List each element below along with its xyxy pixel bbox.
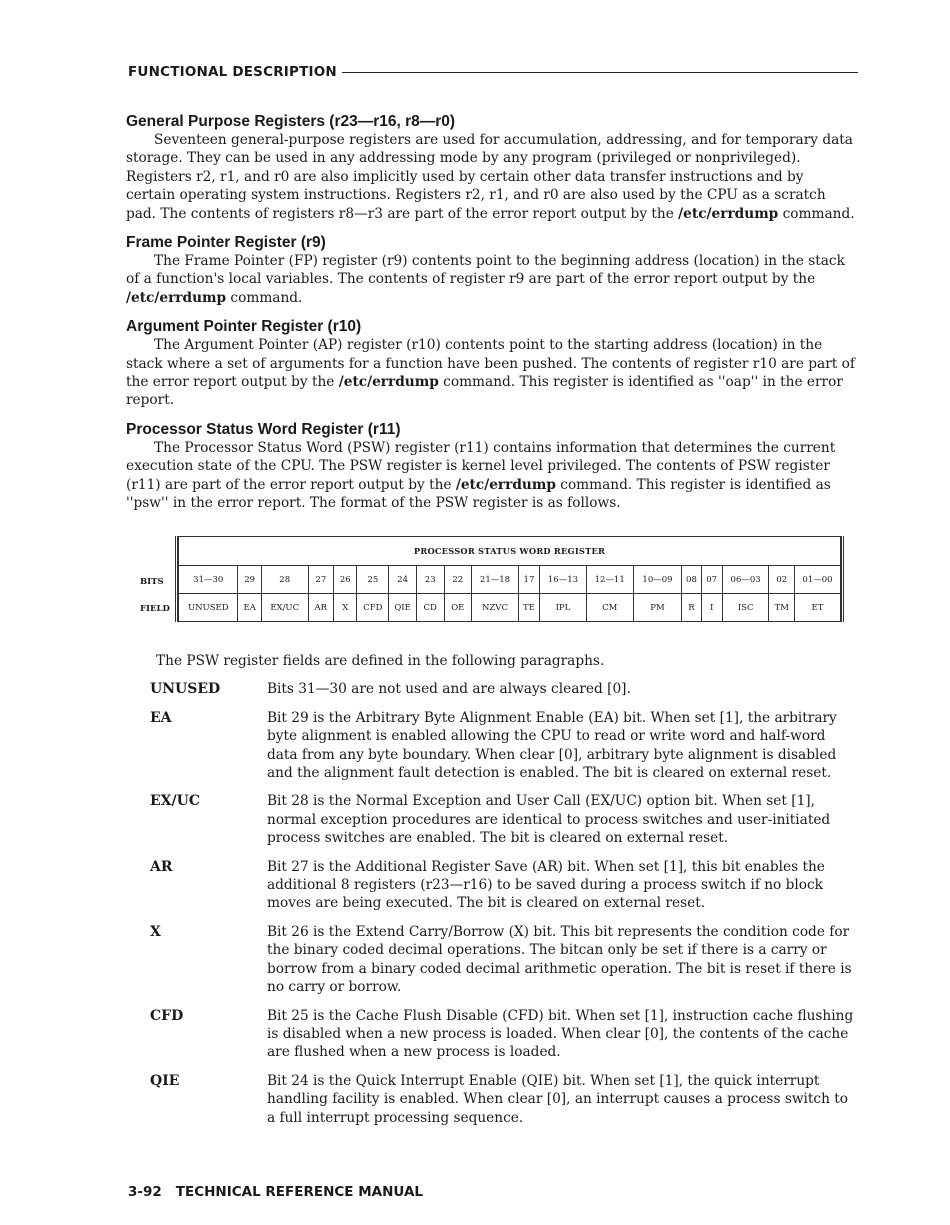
command-name: /etc/errdump: [455, 476, 556, 493]
definition-text: Bits 31—30 are not used and are always cleared [0].: [267, 681, 631, 698]
page-header: [128, 63, 858, 81]
command-name: /etc/errdump: [126, 289, 227, 306]
definition-term: AR: [150, 858, 173, 875]
bit-cell: 08: [682, 566, 701, 594]
field-cell: AR: [308, 594, 333, 622]
section-heading: Processor Status Word Register (r11): [126, 420, 401, 438]
field-cell: QIE: [389, 594, 417, 622]
definition-text: Bit 27 is the Additional Register Save (AR) bit. When set [1], this bit enables the additional 8 registers (r23—r16) to be saved during a process switch if no block moves are being executed. The bit is cleared on external reset.: [267, 858, 825, 912]
body-text: Seventeen general-purpose registers are used for accumulation, addressing, and for temporary data storage. They can be used in any addressing mode by any program (privileged or nonprivileged). Registers r2, r1, and r0 are also implicitly used by certain other data transfer instructions and by certain operating system instructions. Registers r2, r1, and r0 are also used by the CPU as a scratch pad. The contents of registers r8—r3 are part of the error report output by the: [126, 132, 853, 222]
section-body: [126, 439, 856, 513]
definition-text: Bit 25 is the Cache Flush Disable (CFD) bit. When set [1], instruction cache flushing is disabled when a new process is loaded. When clear [0], the contents of the cache are flushed when a new process is loaded.: [267, 1007, 854, 1061]
field-cell: I: [701, 594, 722, 622]
psw-register-figure: [140, 536, 844, 622]
field-cell: X: [334, 594, 357, 622]
section-general-purpose-registers: [126, 112, 856, 223]
command-name: /etc/errdump: [338, 374, 439, 391]
section-heading: Frame Pointer Register (r9): [126, 234, 326, 252]
definition-term: QIE: [150, 1072, 180, 1089]
command-name: /etc/errdump: [678, 205, 779, 222]
footer-title: TECHNICAL REFERENCE MANUAL: [175, 1184, 423, 1200]
section-processor-status-word-register: [126, 420, 856, 513]
field-cell: R: [682, 594, 701, 622]
bit-cell: 07: [701, 566, 722, 594]
psw-title-row: [179, 537, 841, 566]
psw-table-frame: [175, 536, 844, 622]
page-footer: [128, 1184, 423, 1200]
field-cell: NZVC: [472, 594, 519, 622]
definitions-intro: The PSW register fields are defined in the following paragraphs.: [156, 653, 605, 669]
bit-cell: 27: [308, 566, 333, 594]
definition-text: Bit 26 is the Extend Carry/Borrow (X) bit. This bit represents the condition code for the binary coded decimal operations. The bitcan only be set if there is a carry or borrow from a binary coded decimal arithmetic operation. The bit is reset if there is no carry or borrow.: [267, 923, 852, 996]
header-rule: [342, 72, 858, 73]
bit-cell: 25: [357, 566, 389, 594]
field-cell: CD: [416, 594, 444, 622]
field-cell: EA: [238, 594, 261, 622]
bit-cell: 06—03: [722, 566, 769, 594]
bit-cell: 23: [416, 566, 444, 594]
body-text: The Processor Status Word (PSW) register (r11) contains information that determines the current execution state of the CPU. The PSW register is kernel level privileged. The contents of PSW register (r11) are part of the error report output by the: [126, 439, 836, 493]
section-body: [126, 336, 856, 410]
section-frame-pointer-register: [126, 233, 856, 307]
main-content: [126, 112, 856, 523]
definition-item: [150, 1072, 860, 1127]
body-text: command. This register is identified as ''psw'' in the error report. The format of the PSW register is as follows.: [126, 476, 831, 512]
field-cell: CM: [586, 594, 633, 622]
definition-term: X: [150, 923, 161, 940]
section-body: [126, 131, 856, 223]
field-cell: UNUSED: [179, 594, 238, 622]
bit-cell: 01—00: [794, 566, 840, 594]
field-cell: ET: [794, 594, 840, 622]
bit-cell: 24: [389, 566, 417, 594]
definition-list: [150, 680, 860, 1127]
psw-bits-row: [179, 566, 841, 594]
bit-cell: 26: [334, 566, 357, 594]
bit-cell: 22: [444, 566, 472, 594]
body-text: The Argument Pointer (AP) register (r10) contents point to the starting address (location) in the stack where a set of arguments for a function have been pushed. The contents of register r10 are part of the error report output by the: [126, 337, 855, 391]
psw-figure-row: [140, 536, 844, 622]
field-cell: OE: [444, 594, 472, 622]
field-cell: IPL: [540, 594, 587, 622]
field-cell: CFD: [357, 594, 389, 622]
psw-table-title: PROCESSOR STATUS WORD REGISTER: [179, 537, 841, 566]
definition-item: [150, 709, 860, 783]
section-argument-pointer-register: [126, 317, 856, 410]
definition-term: EA: [150, 709, 172, 726]
definition-item: [150, 680, 860, 698]
header-title: FUNCTIONAL DESCRIPTION: [128, 64, 337, 80]
body-text: command.: [226, 289, 303, 306]
psw-table: [178, 536, 841, 622]
definition-term: UNUSED: [150, 681, 221, 698]
body-text: command. This register is identified as ''oap'' in the error report.: [126, 374, 843, 409]
bit-cell: 31—30: [179, 566, 238, 594]
bits-label: BITS: [140, 576, 164, 587]
field-cell: EX/UC: [261, 594, 308, 622]
field-cell: ISC: [722, 594, 769, 622]
field-cell: TE: [518, 594, 539, 622]
bit-cell: 16—13: [540, 566, 587, 594]
bit-cell: 28: [261, 566, 308, 594]
definition-term: CFD: [150, 1007, 184, 1024]
section-heading: General Purpose Registers (r23—r16, r8—r0): [126, 113, 456, 130]
definition-item: [150, 792, 860, 847]
page-number: 3-92: [128, 1184, 162, 1200]
bit-cell: 17: [518, 566, 539, 594]
definition-item: [150, 1007, 860, 1062]
field-cell: TM: [769, 594, 794, 622]
body-text: command.: [778, 205, 855, 222]
field-cell: PM: [633, 594, 682, 622]
definition-text: Bit 29 is the Arbitrary Byte Alignment Enable (EA) bit. When set [1], the arbitrary byte alignment is enabled allowing the CPU to read or write word and half-word data from any byte boundary. When clear [0], arbitrary byte alignment is disabled and the alignment fault detection is enabled. The bit is cleared on external reset.: [267, 709, 837, 782]
bit-cell: 29: [238, 566, 261, 594]
body-text: The Frame Pointer (FP) register (r9) contents point to the beginning address (location) in the stack of a function's local variables. The contents of register r9 are part of the error report output by the: [126, 253, 845, 288]
row-labels: [140, 536, 175, 622]
definition-text: Bit 28 is the Normal Exception and User Call (EX/UC) option bit. When set [1], normal exception procedures are identical to process switches and user-initiated process switches are enabled. The bit is cleared on external reset.: [267, 793, 831, 847]
definition-item: [150, 923, 860, 997]
definition-text: Bit 24 is the Quick Interrupt Enable (QIE) bit. When set [1], the quick interrupt handling facility is enabled. When clear [0], an interrupt causes a process switch to a full interrupt processing sequence.: [267, 1072, 849, 1126]
section-heading: Argument Pointer Register (r10): [126, 318, 362, 336]
definitions: [150, 652, 860, 1137]
bit-cell: 02: [769, 566, 794, 594]
bit-cell: 12—11: [586, 566, 633, 594]
definition-item: [150, 858, 860, 913]
psw-fields-row: [179, 594, 841, 622]
definition-term: EX/UC: [150, 793, 200, 810]
bit-cell: 21—18: [472, 566, 519, 594]
field-label: FIELD: [140, 603, 170, 614]
bit-cell: 10—09: [633, 566, 682, 594]
section-body: [126, 252, 856, 307]
